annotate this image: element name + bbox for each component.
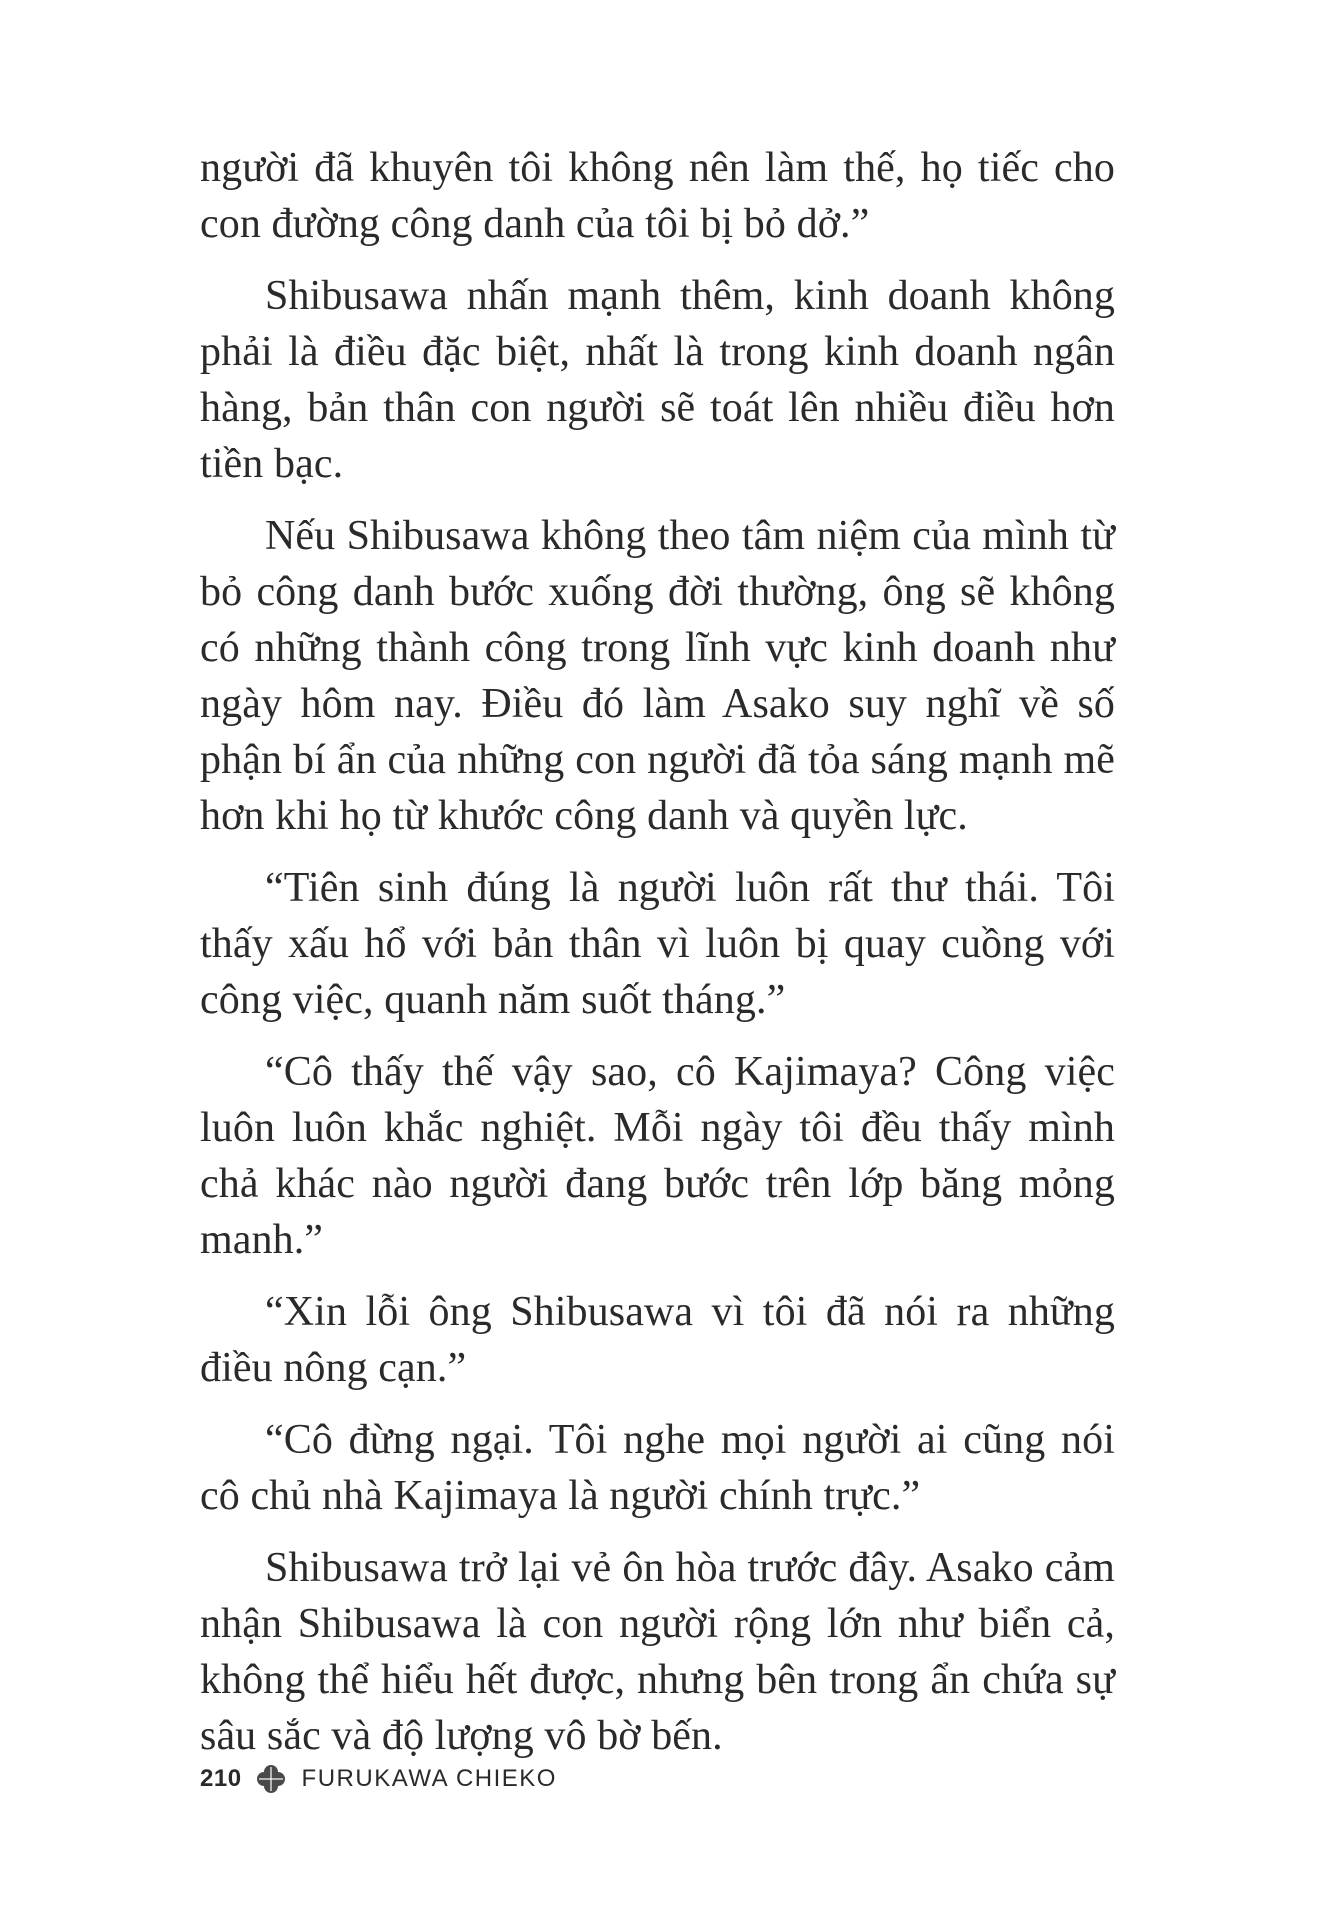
page-body-text: [200, 140, 1115, 1780]
page-footer: [200, 1762, 557, 1796]
paragraph-1: người đã khuyên tôi không nên làm thế, họ tiếc cho con đường công danh của tôi bị bỏ dở.”: [200, 145, 1115, 247]
paragraph-6: “Xin lỗi ông Shibusawa vì tôi đã nói ra những điều nông cạn.”: [200, 1289, 1115, 1391]
author-name: FURUKAWA CHIEKO: [301, 1765, 557, 1792]
paragraph-2: Shibusawa nhấn mạnh thêm, kinh doanh không phải là điều đặc biệt, nhất là trong kinh doanh ngân hàng, bản thân con người sẽ toát lên nhiều điều hơn tiền bạc.: [200, 273, 1115, 487]
paragraph-7: “Cô đừng ngại. Tôi nghe mọi người ai cũng nói cô chủ nhà Kajimaya là người chính trực.”: [200, 1417, 1115, 1519]
page-number: 210: [200, 1765, 242, 1792]
paragraph-8: Shibusawa trở lại vẻ ôn hòa trước đây. Asako cảm nhận Shibusawa là con người rộng lớn như biển cả, không thể hiểu hết được, nhưng bên trong ẩn chứa sự sâu sắc và độ lượng vô bờ bến.: [200, 1545, 1115, 1759]
paragraph-5: “Cô thấy thế vậy sao, cô Kajimaya? Công việc luôn luôn khắc nghiệt. Mỗi ngày tôi đều thấy mình chả khác nào người đang bước trên lớp băng mỏng manh.”: [200, 1049, 1115, 1263]
clover-icon: [254, 1762, 288, 1796]
paragraph-4: “Tiên sinh đúng là người luôn rất thư thái. Tôi thấy xấu hổ với bản thân vì luôn bị quay cuồng với công việc, quanh năm suốt tháng.”: [200, 865, 1115, 1023]
paragraph-3: Nếu Shibusawa không theo tâm niệm của mình từ bỏ công danh bước xuống đời thường, ông sẽ không có những thành công trong lĩnh vực kinh doanh như ngày hôm nay. Điều đó làm Asako suy nghĩ về số phận bí ẩn của những con người đã tỏa sáng mạnh mẽ hơn khi họ từ khước công danh và quyền lực.: [200, 513, 1115, 839]
